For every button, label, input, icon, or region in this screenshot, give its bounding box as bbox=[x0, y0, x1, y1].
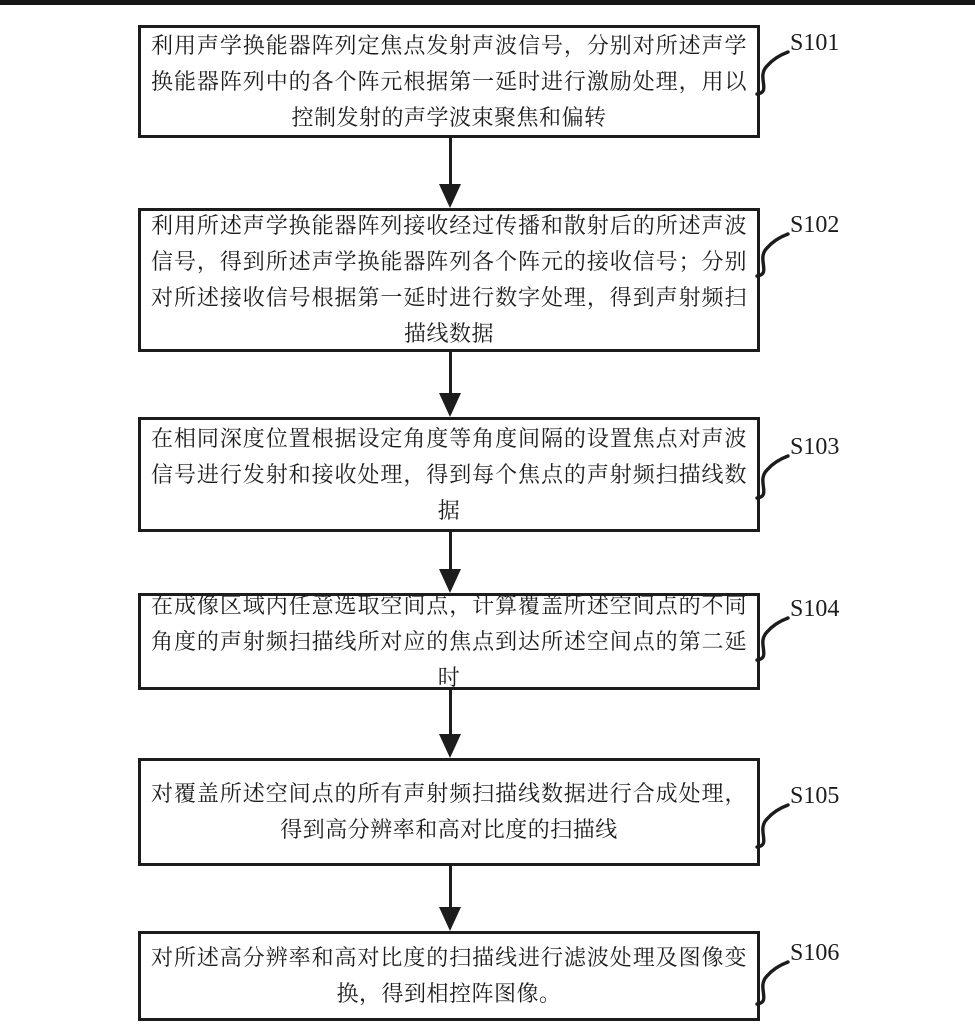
arrow-stem bbox=[449, 532, 452, 571]
flow-arrow-down bbox=[438, 352, 462, 417]
step-label-s105: S105 bbox=[790, 783, 840, 809]
page-top-rule bbox=[0, 0, 975, 5]
arrow-stem bbox=[449, 690, 452, 736]
arrow-head-icon bbox=[439, 734, 461, 758]
arrow-stem bbox=[449, 138, 452, 186]
connector-squiggle-icon bbox=[754, 232, 792, 278]
arrow-head-icon bbox=[439, 184, 461, 208]
flow-box-s106 bbox=[138, 931, 760, 1021]
flow-box-s104-text: 在成像区域内任意选取空间点，计算覆盖所述空间点的不同角度的声射频扫描线所对应的焦点到达所述空间点的第二延时 bbox=[151, 592, 747, 690]
arrow-head-icon bbox=[439, 907, 461, 931]
connector-squiggle-icon bbox=[754, 803, 792, 849]
flow-box-s106-text: 对所述高分辨率和高对比度的扫描线进行滤波处理及图像变换，得到相控阵图像。 bbox=[151, 945, 747, 1006]
flow-arrow-down bbox=[438, 866, 462, 931]
flow-arrow-down bbox=[438, 532, 462, 593]
step-label-s102: S102 bbox=[790, 212, 840, 238]
arrow-stem bbox=[449, 352, 452, 395]
step-label-s104: S104 bbox=[790, 596, 840, 622]
connector-squiggle-icon bbox=[754, 50, 792, 96]
connector-squiggle-icon bbox=[754, 616, 792, 662]
connector-squiggle-icon bbox=[754, 454, 792, 500]
flow-box-s102 bbox=[138, 208, 760, 352]
flow-box-s101-text: 利用声学换能器阵列定焦点发射声波信号，分别对所述声学换能器阵列中的各个阵元根据第一延时进行激励处理，用以控制发射的声学波束聚焦和偏转 bbox=[151, 32, 747, 130]
flow-box-s105 bbox=[138, 758, 760, 866]
flow-arrow-down bbox=[438, 690, 462, 758]
flow-box-s102-text: 利用所述声学换能器阵列接收经过传播和散射后的所述声波信号，得到所述声学换能器阵列各个阵元的接收信号；分别对所述接收信号根据第一延时进行数字处理，得到声射频扫描线数据 bbox=[151, 213, 747, 346]
flow-box-s105-text: 对覆盖所述空间点的所有声射频扫描线数据进行合成处理，得到高分辨率和高对比度的扫描线 bbox=[151, 781, 747, 842]
flow-box-s104 bbox=[138, 593, 760, 690]
flow-box-s103 bbox=[138, 417, 760, 532]
arrow-head-icon bbox=[439, 393, 461, 417]
flow-arrow-down bbox=[438, 138, 462, 208]
step-label-s106: S106 bbox=[790, 940, 840, 966]
flow-box-s103-text: 在相同深度位置根据设定角度等角度间隔的设置焦点对声波信号进行发射和接收处理，得到每个焦点的声射频扫描线数据 bbox=[151, 425, 747, 523]
step-label-s103: S103 bbox=[790, 434, 840, 460]
flow-box-s101 bbox=[138, 25, 760, 138]
arrow-stem bbox=[449, 866, 452, 909]
connector-squiggle-icon bbox=[754, 960, 792, 1006]
step-label-s101: S101 bbox=[790, 30, 840, 56]
